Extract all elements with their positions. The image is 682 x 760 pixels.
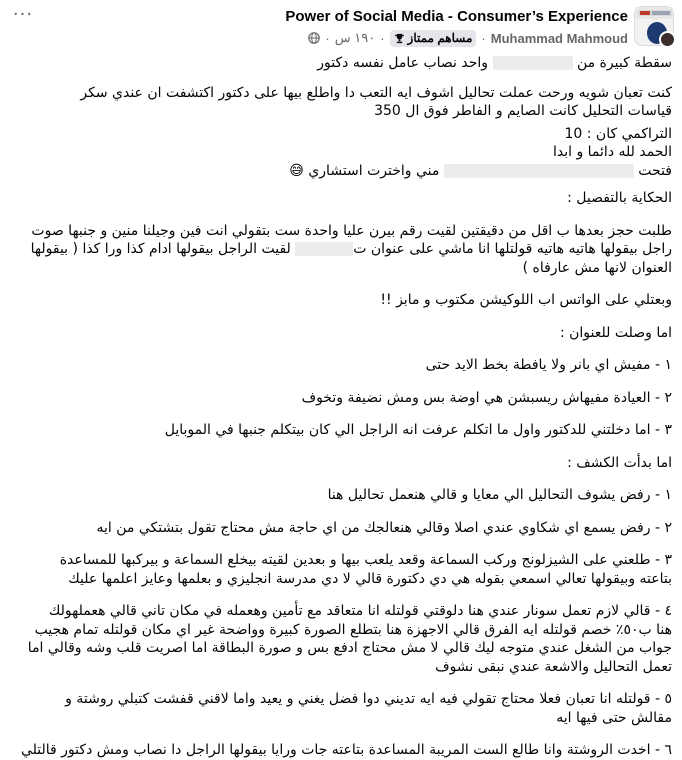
post-line: فتحت مني واخترت استشاري 😅 <box>289 162 672 179</box>
list-item: مقالش حتى فيها ايه <box>556 709 672 726</box>
post-time-link[interactable]: ١٩٠ س <box>334 30 376 45</box>
list-item: تعمل التحاليل والاشعة عندي نبقى نشوف <box>435 658 672 675</box>
list-item: ١ - مفيش اي بانر ولا يافطة بخط الايد حتى <box>425 357 672 373</box>
post-line: راجل بيقولها هاتيه هاتيه قولتلها انا ماشي على عنوان ت لقيت الراجل بيقولها ادام كذا ورا كذا ( بيقولها <box>30 241 672 257</box>
group-name-link[interactable]: Power of Social Media - Consumer’s Experience <box>285 8 628 25</box>
post-line: الحكاية بالتفصيل : <box>567 190 672 206</box>
post-line: طلبت حجز بعدها ب اقل من دقيقتين لقيت رقم بيرن عليا واحدة ست بتقولي انت فين وجيلنا منين و جنبها صوت <box>31 222 672 239</box>
more-options-icon[interactable]: ··· <box>12 4 34 25</box>
blurred-text <box>295 242 353 256</box>
post-meta <box>308 29 628 47</box>
post-body <box>10 54 672 760</box>
blurred-text <box>493 56 573 70</box>
list-item: هنا ب٥٠٪ خصم قولتله ايه الفرق قالي الاجهزة هنا بتطلع الصورة كبيرة وواضحة غير اي مكان قولتله تمام هجيب <box>34 621 672 638</box>
list-item: ٣ - اما دخلتني للدكتور واول ما اتكلم عرفت انه الراجل الي كان بيتكلم جنبها في الموبايل <box>164 422 672 438</box>
post-line: اما وصلت للعنوان : <box>559 324 672 341</box>
list-item: ٢ - رفض يسمع اي شكاوي عندي اصلا وقالي هنعالجك من اي حاجة مش محتاج تقول بتشتكي من ايه <box>96 519 672 536</box>
list-item: ٥ - قولتله انا تعبان فعلا محتاج تقولي فيه ايه تديني دوا فضل يغني و يعيد واما لاقني قفشت كتبلي روشتة و <box>65 691 672 707</box>
post-line: كنت تعبان شويه ورحت عملت تحاليل اشوف ايه التعب دا واطلع بيها على دكتور اكتشفت ان عندي سكر <box>80 84 672 101</box>
list-item: ٤ - قالي لازم تعمل سونار عندي هنا دلوقتي قولتله انا متعاقد مع تأمين وهعمله في مكان تاني قالي هعملهولك <box>48 603 672 619</box>
list-item: ١ - رفض يشوف التحاليل الي معايا و قالي هنعمل تحاليل هنا <box>327 487 672 503</box>
post-line: العنوان لانها مش عارفاه ) <box>522 259 672 276</box>
post-line: قياسات التحليل كانت الصايم و الفاطر فوق ال 350 <box>374 103 672 119</box>
contributor-badge[interactable] <box>390 30 477 47</box>
trophy-icon <box>394 33 405 44</box>
meta-separator: · <box>380 30 385 46</box>
globe-icon <box>308 32 320 44</box>
user-avatar[interactable] <box>659 31 676 48</box>
post-line: سقطة كبيرة من واحد نصاب عامل نفسه دكتور <box>317 55 672 71</box>
meta-separator: · <box>481 30 486 46</box>
blurred-text <box>444 164 634 178</box>
post-line: وبعتلي على الواتس اب اللوكيشن مكتوب و مابز !! <box>380 292 672 308</box>
post-line: التراكمي كان : 10 <box>564 125 672 142</box>
list-item: بتاعته وبيقولها تعالي اسمعي بقوله هي دي دكتورة قالي لا دي مدرسة انجليزي و بعلمها وعايز اعلمها عليك <box>68 570 672 587</box>
list-item: ٢ - العيادة مفيهاش ريسبشن هي اوضة بس ومش نضيفة وتخوف <box>301 389 672 406</box>
meta-separator: · <box>325 30 330 46</box>
badge-label: مساهم ممتاز <box>407 31 473 45</box>
group-avatar[interactable] <box>634 6 674 46</box>
list-item: ٦ - اخدت الروشتة وانا طالع الست المريبة المساعدة بتاعته جات ورايا بيقولها الراجل دا نصاب ومش دكتور قالتلي <box>20 742 672 758</box>
group-logo-icon <box>638 9 672 17</box>
author-name-link[interactable]: Muhammad Mahmoud <box>490 30 628 46</box>
list-item: ٣ - طلعني على الشيزلونج وركب السماعة وقعد يلعب بيها و بعدين لقيته بيخلع السماعة و بيركبها للمساعدة <box>59 552 672 568</box>
post-line: اما بدأت الكشف : <box>567 454 672 471</box>
post-line: الحمد لله دائما و ابدا <box>552 144 672 160</box>
list-item: جواب من الشغل عندي متوجه ليك قالي لا مش محتاج ادفع بس و صورة البطاقة اما اصريت قلب وشه وقالي اما <box>27 640 672 656</box>
post-header <box>0 0 682 54</box>
